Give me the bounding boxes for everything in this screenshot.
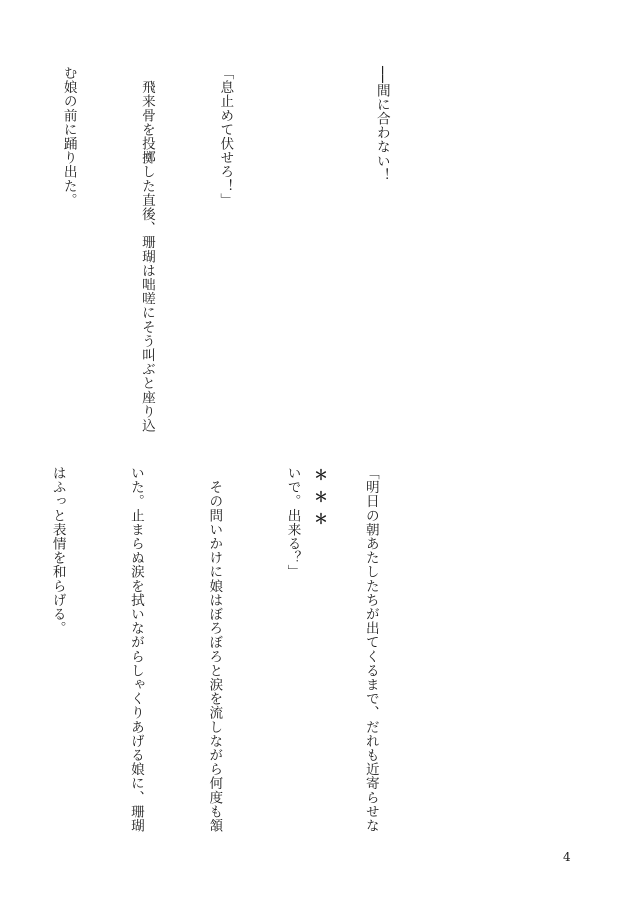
text-line: いで。出来る？」 xyxy=(284,466,301,579)
text-line: 飛来骨を投擲した直後、珊瑚は咄嗟にそう叫ぶと座り込 xyxy=(138,66,155,433)
text-line: ──間に合わない！ xyxy=(373,66,390,183)
section-separator: ＊＊＊ xyxy=(312,468,328,534)
text-line: その問いかけに娘はぼろぼろと涙を流しながら何度も頷 xyxy=(206,466,223,833)
top-text-block xyxy=(0,66,447,446)
page-number: 4 xyxy=(563,850,571,864)
bottom-text-block xyxy=(0,466,436,836)
text-line: 「明日の朝あたしたちが出てくるまで、だれも近寄らせな xyxy=(362,466,379,833)
text-line: 「息止めて伏せろ！」 xyxy=(217,66,234,207)
text-line xyxy=(0,66,3,446)
text-line: む娘の前に踊り出た。 xyxy=(60,66,77,207)
text-line xyxy=(290,66,316,446)
text-line: いた。止まらぬ涙を拭いながらしゃくりあげる娘に、珊瑚 xyxy=(127,466,144,833)
text-line: はふっと表情を和らげる。 xyxy=(49,466,66,636)
